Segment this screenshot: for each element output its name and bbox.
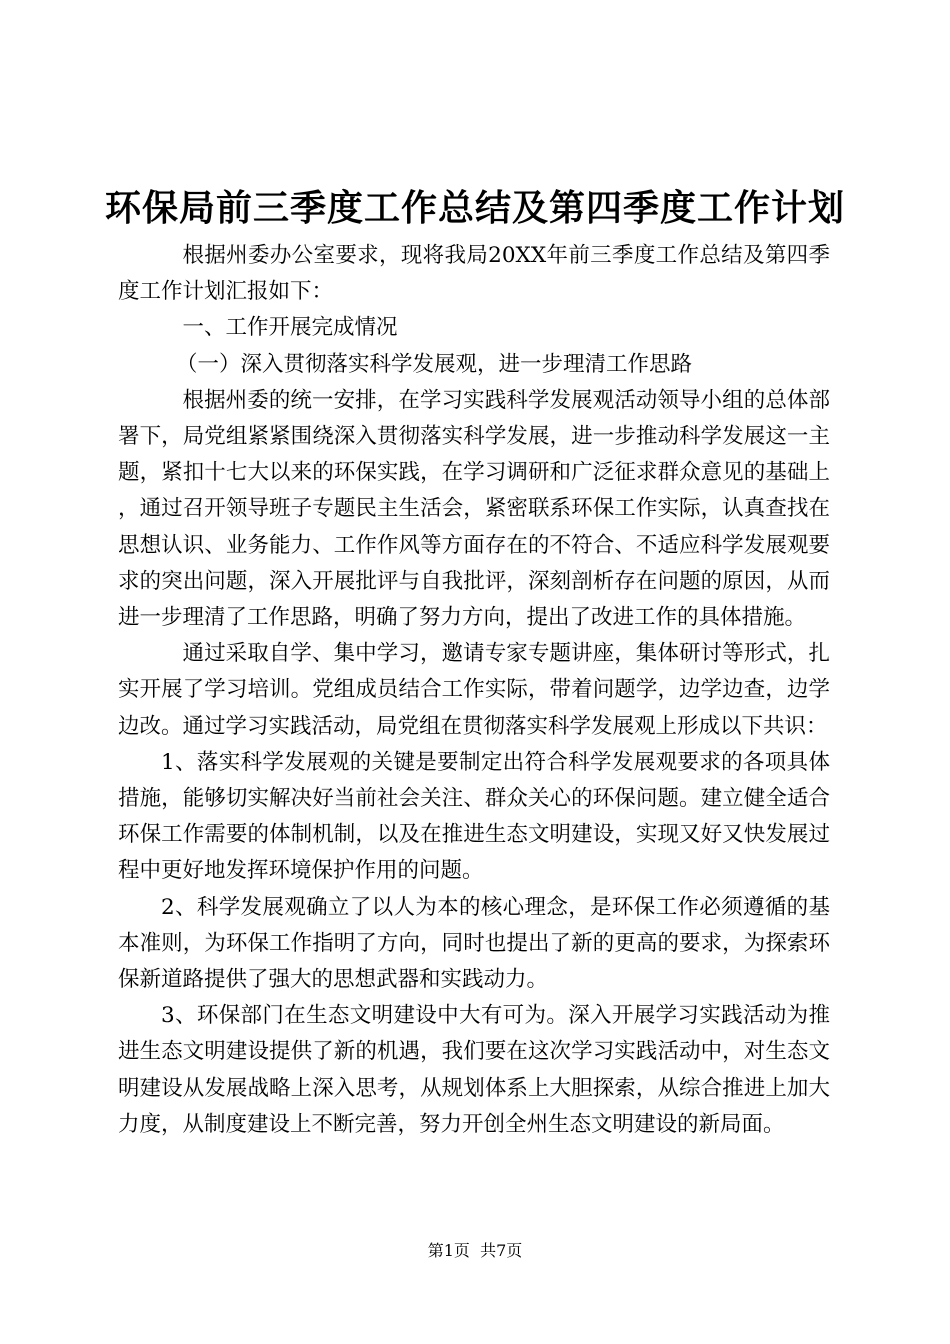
body-paragraph: 根据州委的统一安排，在学习实践科学发展观活动领导小组的总体部署下，局党组紧紧围绕深入贯彻落实科学发展，进一步推动科学发展这一主题，紧扣十七大以来的环保实践，在学习调研和广泛征求群众意见的基础上，通过召开领导班子专题民主生活会，紧密联系环保工作实际，认真查找在思想认识、业务能力、工作作风等方面存在的不符合、不适应科学发展观要求的突出问题，深入开展批评与自我批评，深刻剖析存在问题的原因，从而进一步理清了工作思路，明确了努力方向，提出了改进工作的具体措施。 — [118, 387, 830, 631]
page-number-footer: 第1页 共7页 — [427, 1241, 523, 1260]
document-title: 环保局前三季度工作总结及第四季度工作计划 — [104, 188, 845, 229]
section-heading: 一、工作开展完成情况 — [182, 315, 398, 341]
list-item: 3、环保部门在生态文明建设中大有可为。深入开展学习实践活动为推进生态文明建设提供了新的机遇，我们要在这次学习实践活动中，对生态文明建设从发展战略上深入思考，从规划体系上大胆探索，从综合推进上加大力度，从制度建设上不断完善，努力开创全州生态文明建设的新局面。 — [118, 1003, 830, 1137]
intro-paragraph: 根据州委办公室要求，现将我局20XX年前三季度工作总结及第四季度工作计划汇报如下： — [118, 243, 830, 305]
body-paragraph: 通过采取自学、集中学习，邀请专家专题讲座，集体研讨等形式，扎实开展了学习培训。党组成员结合工作实际，带着问题学，边学边查，边学边改。通过学习实践活动，局党组在贯彻落实科学发展观上形成以下共识： — [118, 641, 830, 739]
list-item: 2、科学发展观确立了以人为本的核心理念，是环保工作必须遵循的基本准则，为环保工作指明了方向，同时也提出了新的更高的要求，为探索环保新道路提供了强大的思想武器和实践动力。 — [118, 894, 830, 993]
subsection-heading: （一）深入贯彻落实科学发展观，进一步理清工作思路 — [176, 351, 693, 377]
list-item: 1、落实科学发展观的关键是要制定出符合科学发展观要求的各项具体措施，能够切实解决好当前社会关注、群众关心的环保问题。建立健全适合环保工作需要的体制机制，以及在推进生态文明建设，实现又好又快发展过程中更好地发挥环境保护作用的问题。 — [118, 749, 830, 884]
document-body — [118, 238, 830, 1143]
